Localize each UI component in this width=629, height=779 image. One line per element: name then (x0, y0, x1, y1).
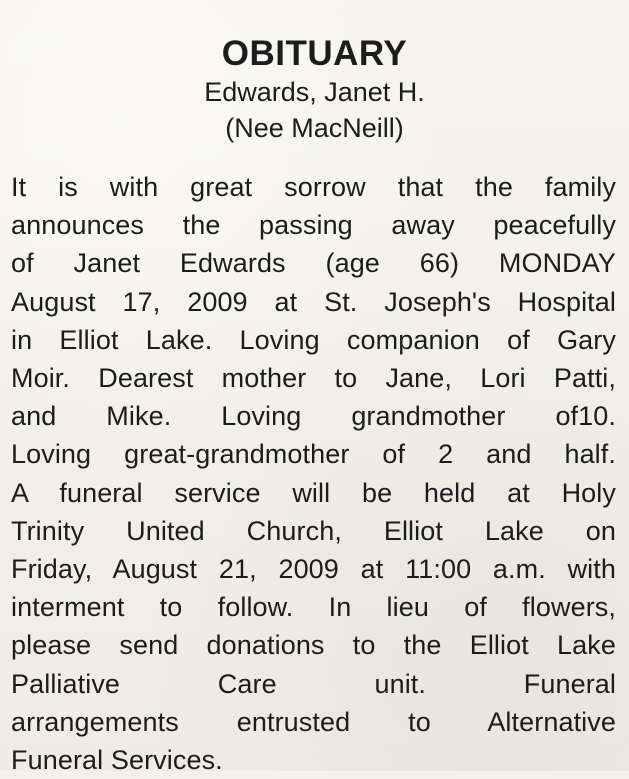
body-line: Funeral Services. (11, 745, 223, 776)
body-line: please send donations to the Elliot Lake (11, 630, 616, 661)
body-line: A funeral service will be held at Holy (11, 477, 616, 508)
maiden-name: (Nee MacNeill) (225, 113, 404, 143)
body-line: and Mike. Loving grandmother of10. (11, 401, 616, 432)
body-line: arrangements entrusted to Alternative (11, 706, 616, 737)
body-line: Loving great-grandmother of 2 and half. (11, 439, 616, 470)
body-line: interment to follow. In lieu of flowers, (11, 592, 616, 623)
body-line: Friday, August 21, 2009 at 11:00 a.m. with (11, 554, 616, 585)
body-line: Trinity United Church, Elliot Lake on (11, 515, 616, 546)
deceased-name: Edwards, Janet H. (204, 77, 425, 107)
body-line: Palliative Care unit. Funeral (11, 668, 616, 699)
obituary-body (11, 168, 616, 779)
body-line: Moir. Dearest mother to Jane, Lori Patti, (11, 363, 616, 394)
body-line: of Janet Edwards (age 66) MONDAY (11, 248, 616, 279)
obituary-header (0, 34, 629, 146)
body-line: August 17, 2009 at St. Joseph's Hospital (11, 286, 616, 317)
obituary-title: OBITUARY (221, 34, 408, 73)
body-line: It is with great sorrow that the family (11, 172, 616, 202)
body-line: announces the passing away peacefully (11, 210, 616, 241)
body-line: in Elliot Lake. Loving companion of Gary (11, 324, 616, 355)
